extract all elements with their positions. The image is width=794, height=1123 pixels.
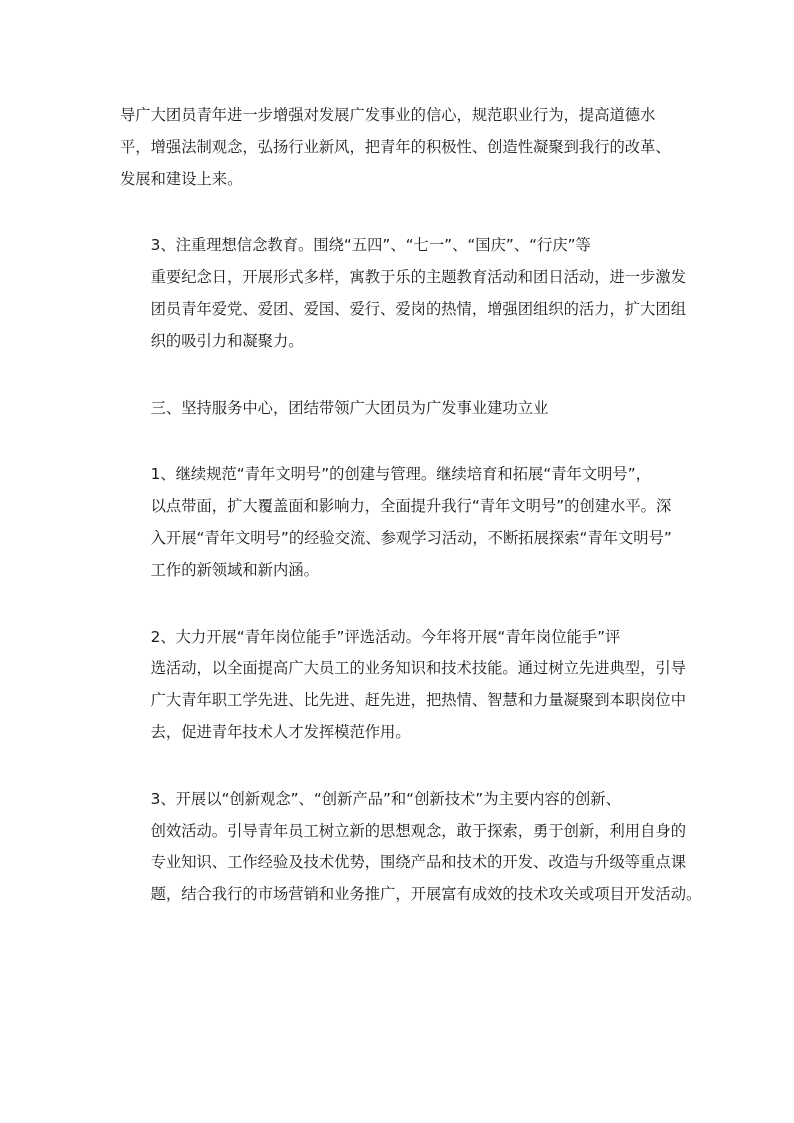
paragraph-ideal-belief-education [120,230,686,357]
section-heading-three [120,393,682,425]
text-line: 3、开展以“创新观念”、“创新产品”和“创新技术”为主要内容的创新、 [150,789,621,808]
heading-text: 三、坚持服务中心，团结带领广大团员为广发事业建功立业 [150,398,549,417]
text-line: 3、注重理想信念教育。围绕“五四”、“七一”、“国庆”、“行庆”等 [150,236,591,255]
text-line: 织的吸引力和凝聚力。 [150,331,304,350]
text-line: 专业知识、工作经验及技术优势，围绕产品和技术的开发、改造与升级等重点课 [150,853,686,872]
text-line: 平，增强法制观念，弘扬行业新风，把青年的积极性、创造性凝聚到我行的改革、 [120,137,671,156]
paragraph-continuation [120,100,682,195]
text-line: 选活动，以全面提高广大员工的业务知识和技术技能。通过树立先进典型，引导 [150,659,686,678]
text-line: 题，结合我行的市场营销和业务推广，开展富有成效的技术攻关或项目开发活动。 [150,885,702,904]
text-line: 以点带面，扩大覆盖面和影响力，全面提升我行“青年文明号”的创建水平。深 [150,497,672,516]
text-line: 导广大团员青年进一步增强对发展广发事业的信心，规范职业行为，提高道德水 [120,106,656,124]
text-line: 2、大力开展“青年岗位能手”评选活动。今年将开展“青年岗位能手”评 [150,627,621,646]
text-line: 工作的新领域和新内涵。 [150,560,319,579]
paragraph-youth-civilization [120,459,682,586]
text-line: 入开展“青年文明号”的经验交流、参观学习活动，不断拓展探索“青年文明号” [150,528,672,547]
text-line: 1、继续规范“青年文明号”的创建与管理。继续培育和拓展“青年文明号”， [150,465,651,484]
document-body [120,100,702,946]
text-line: 重要纪念日，开展形式多样，寓教于乐的主题教育活动和团日活动，进一步激发 [150,268,686,287]
text-line: 团员青年爱党、爱团、爱国、爱行、爱岗的热情，增强团组织的活力，扩大团组 [150,299,686,318]
text-line: 去，促进青年技术人才发挥模范作用。 [150,722,411,741]
paragraph-post-expert [120,622,686,749]
text-line: 创效活动。引导青年员工树立新的思想观念，敢于探索，勇于创新，利用自身的 [150,821,686,840]
text-line: 广大青年职工学先进、比先进、赶先进，把热情、智慧和力量凝聚到本职岗位中 [150,691,686,710]
text-line: 发展和建设上来。 [120,169,243,188]
paragraph-innovation [120,784,702,911]
